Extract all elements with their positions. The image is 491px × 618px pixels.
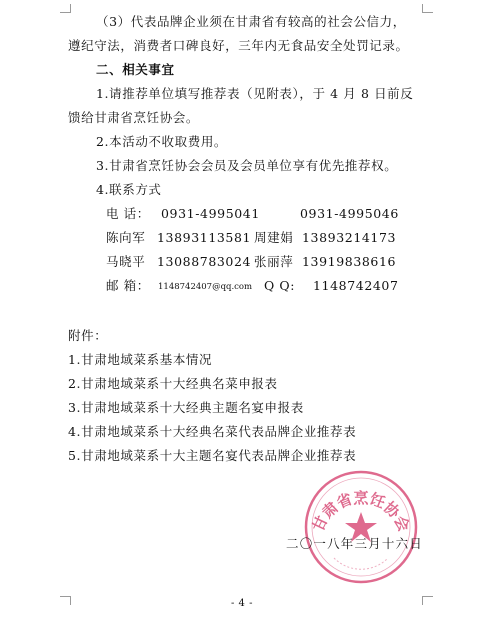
- phone-number-1: 0931-4995041: [161, 206, 260, 221]
- seal-text: 甘肃省烹饪协会: [308, 488, 414, 535]
- item-4-heading: 4.联系方式: [96, 182, 162, 197]
- contact-phone-4: 13919838616: [302, 254, 397, 269]
- official-seal: [302, 468, 420, 586]
- phone-label: 电 话：: [106, 206, 150, 221]
- attachments-heading: 附件：: [68, 328, 108, 343]
- crop-mark-bottom-right: [422, 596, 433, 605]
- contact-name-4: 张丽萍: [254, 254, 294, 269]
- item-1-line-1: 1.请推荐单位填写推荐表（见附表），于 4 月 8 日前反: [96, 86, 414, 101]
- email-address: 1148742407@qq.com: [158, 282, 253, 292]
- contact-phone-1: 13893113581: [157, 230, 252, 245]
- contact-name-3: 马晓平: [106, 254, 146, 269]
- contact-phone-3: 13088783024: [157, 254, 252, 269]
- section-title: 二、相关事宜: [96, 62, 175, 77]
- item-2: 2.本活动不收取费用。: [96, 134, 228, 149]
- paragraph-3-line-2: 遵纪守法，消费者口碑良好，三年内无食品安全处罚记录。: [68, 38, 409, 53]
- contact-phone-2: 13893214173: [302, 230, 397, 245]
- paragraph-3-line-1: （3）代表品牌企业须在甘肃省有较高的社会公信力，: [96, 14, 406, 29]
- attachment-item-5: 5.甘肃地域菜系十大主题名宴代表品牌企业推荐表: [68, 448, 357, 463]
- item-3: 3.甘肃省烹饪协会会员及会员单位享有优先推荐权。: [96, 158, 398, 173]
- attachment-item-1: 1.甘肃地域菜系基本情况: [68, 352, 213, 367]
- contact-name-2: 周建娟: [254, 230, 294, 245]
- page-number: - 4 -: [231, 598, 253, 609]
- phone-number-2: 0931-4995046: [300, 206, 399, 221]
- contact-name-1: 陈向军: [106, 230, 146, 245]
- attachment-item-3: 3.甘肃地域菜系十大经典主题名宴申报表: [68, 400, 304, 415]
- item-1-line-2: 馈给甘肃省烹饪协会。: [68, 110, 200, 125]
- crop-mark-top-left: [60, 4, 71, 13]
- email-label: 邮 箱：: [106, 278, 150, 293]
- attachment-item-2: 2.甘肃地域菜系十大经典名菜申报表: [68, 376, 278, 391]
- qq-number: 1148742407: [313, 278, 399, 293]
- qq-label: Q Q:: [264, 278, 296, 293]
- crop-mark-bottom-left: [60, 596, 71, 605]
- signature-date: 二〇一八年三月十六日: [286, 536, 424, 551]
- crop-mark-top-right: [422, 4, 433, 13]
- attachment-item-4: 4.甘肃地域菜系十大经典名菜代表品牌企业推荐表: [68, 424, 357, 439]
